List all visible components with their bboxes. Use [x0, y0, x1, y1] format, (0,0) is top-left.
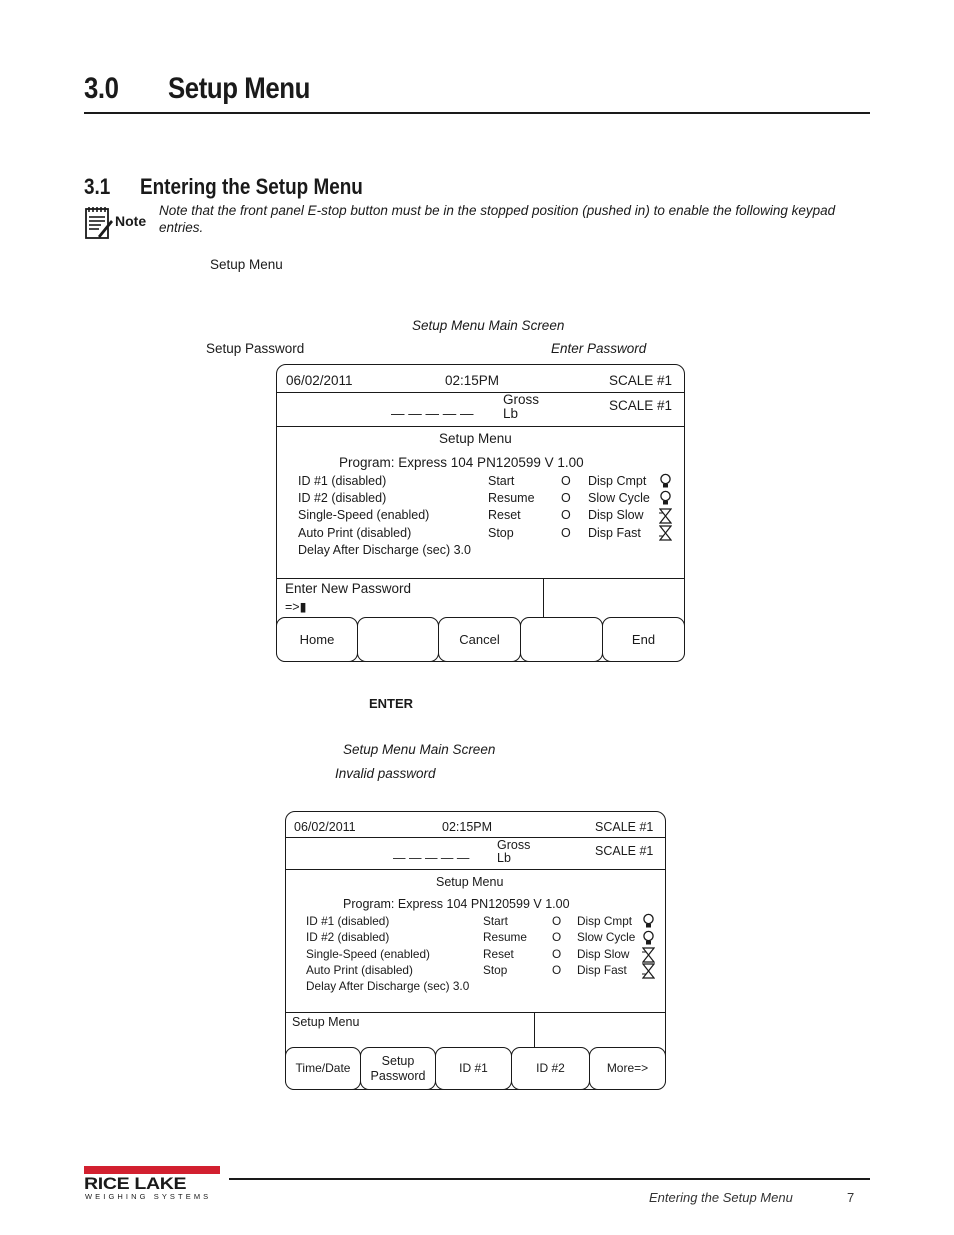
- program-info: Program: Express 104 PN120599 V 1.00: [343, 897, 570, 911]
- section-number: 3.0: [84, 72, 119, 105]
- bulb-icon: [642, 930, 655, 946]
- row-cmd: Start: [488, 474, 515, 488]
- row-cmd: Reset: [483, 947, 514, 961]
- row-label: ID #2 (disabled): [298, 491, 387, 505]
- menu-title: Setup Menu: [436, 875, 504, 889]
- step-setup-menu: Setup Menu: [210, 257, 283, 272]
- row-label: Single-Speed (enabled): [298, 508, 430, 522]
- row-label: ID #2 (disabled): [306, 930, 390, 944]
- note-notepad-icon: [84, 205, 114, 241]
- row-status: O: [561, 508, 571, 522]
- row-cmd: Reset: [488, 508, 521, 522]
- row-label: Single-Speed (enabled): [306, 947, 430, 961]
- setup-password-key[interactable]: Setup Password: [360, 1047, 436, 1090]
- blank-key[interactable]: [520, 617, 603, 662]
- row-cmd: Stop: [483, 963, 508, 977]
- cancel-key[interactable]: Cancel: [438, 617, 521, 662]
- row-label: ID #1 (disabled): [298, 474, 387, 488]
- hourglass-icon: [642, 947, 655, 963]
- unit-label: Lb: [497, 851, 511, 865]
- page-number: 7: [847, 1190, 855, 1205]
- password-screen: [276, 364, 685, 662]
- row-cmd: Start: [483, 914, 508, 928]
- row-cmd: Resume: [483, 930, 527, 944]
- screen-date: 06/02/2011: [294, 820, 356, 834]
- password-input[interactable]: =>▮: [285, 600, 307, 614]
- section-title: Setup Menu: [168, 72, 310, 105]
- hourglass-icon: [642, 963, 655, 979]
- row-disp: Disp Fast: [577, 963, 627, 977]
- id2-key[interactable]: ID #2: [511, 1047, 590, 1090]
- gross-label: Gross: [503, 392, 540, 407]
- caption-main-screen-2: Setup Menu Main Screen: [343, 742, 496, 757]
- screen-date: 06/02/2011: [286, 373, 353, 388]
- row-cmd: Resume: [488, 491, 535, 505]
- row-disp: Disp Fast: [588, 526, 641, 540]
- note-label: Note: [115, 213, 147, 229]
- row-status: O: [552, 947, 562, 961]
- hourglass-icon: [659, 508, 672, 524]
- row-label: Auto Print (disabled): [298, 526, 412, 540]
- row-disp: Slow Cycle: [577, 930, 636, 944]
- step-setup-password: Setup Password: [206, 341, 305, 356]
- subsection-number: 3.1: [84, 174, 111, 199]
- footer-title: Entering the Setup Menu: [649, 1190, 793, 1205]
- step-enter-password: Enter Password: [551, 341, 647, 356]
- weight-dashes: — — — — —: [391, 406, 474, 421]
- bulb-icon: [642, 913, 655, 929]
- screen-scale-label: SCALE #1: [595, 820, 654, 834]
- weight-dashes: — — — — —: [393, 851, 470, 865]
- row-status: O: [552, 963, 562, 977]
- row-status: O: [561, 491, 571, 505]
- bulb-icon: [659, 490, 672, 506]
- more-key[interactable]: More=>: [589, 1047, 666, 1090]
- footer-rule: [229, 1178, 870, 1180]
- row-label: ID #1 (disabled): [306, 914, 390, 928]
- scale-right-label: SCALE #1: [595, 844, 654, 858]
- row-disp: Disp Slow: [577, 947, 630, 961]
- time-date-key[interactable]: Time/Date: [285, 1047, 361, 1090]
- section-rule: [84, 112, 870, 114]
- hourglass-icon: [659, 525, 672, 541]
- row-disp: Disp Slow: [588, 508, 644, 522]
- rice-lake-logo: [84, 1166, 224, 1202]
- note-text: Note that the front panel E-stop button must be in the stopped position (pushed in) to enable the following keypad entries.: [159, 203, 836, 235]
- row-disp: Disp Cmpt: [588, 474, 647, 488]
- delay-info: Delay After Discharge (sec) 3.0: [306, 979, 470, 993]
- row-status: O: [552, 914, 562, 928]
- bulb-icon: [659, 473, 672, 489]
- subsection-title: Entering the Setup Menu: [140, 174, 363, 199]
- password-prompt: Enter New Password: [285, 581, 412, 596]
- row-disp: Slow Cycle: [588, 491, 650, 505]
- menu-title: Setup Menu: [439, 431, 512, 446]
- delay-info: Delay After Discharge (sec) 3.0: [298, 543, 471, 557]
- row-disp: Disp Cmpt: [577, 914, 633, 928]
- id1-key[interactable]: ID #1: [435, 1047, 512, 1090]
- row-label: Auto Print (disabled): [306, 963, 413, 977]
- screen-time: 02:15PM: [442, 820, 493, 834]
- logo-top-text: RICE LAKE: [84, 1174, 187, 1193]
- caption-invalid-password: Invalid password: [335, 766, 436, 781]
- scale-right-label: SCALE #1: [609, 398, 673, 413]
- blank-key[interactable]: [357, 617, 439, 662]
- gross-label: Gross: [497, 838, 531, 852]
- row-status: O: [561, 474, 571, 488]
- home-key[interactable]: Home: [276, 617, 358, 662]
- unit-label: Lb: [503, 406, 519, 421]
- row-status: O: [561, 526, 571, 540]
- caption-main-screen-1: Setup Menu Main Screen: [412, 318, 565, 333]
- row-status: O: [552, 930, 562, 944]
- end-key[interactable]: End: [602, 617, 685, 662]
- row-cmd: Stop: [488, 526, 514, 540]
- program-info: Program: Express 104 PN120599 V 1.00: [339, 455, 584, 470]
- screen-scale-label: SCALE #1: [609, 373, 673, 388]
- enter-key-text: ENTER: [369, 696, 414, 711]
- screen-time: 02:15PM: [445, 373, 500, 388]
- setup-menu-prompt: Setup Menu: [292, 1015, 360, 1029]
- setup-menu-screen: [285, 811, 666, 1090]
- logo-bottom-text: WEIGHING SYSTEMS: [85, 1192, 212, 1201]
